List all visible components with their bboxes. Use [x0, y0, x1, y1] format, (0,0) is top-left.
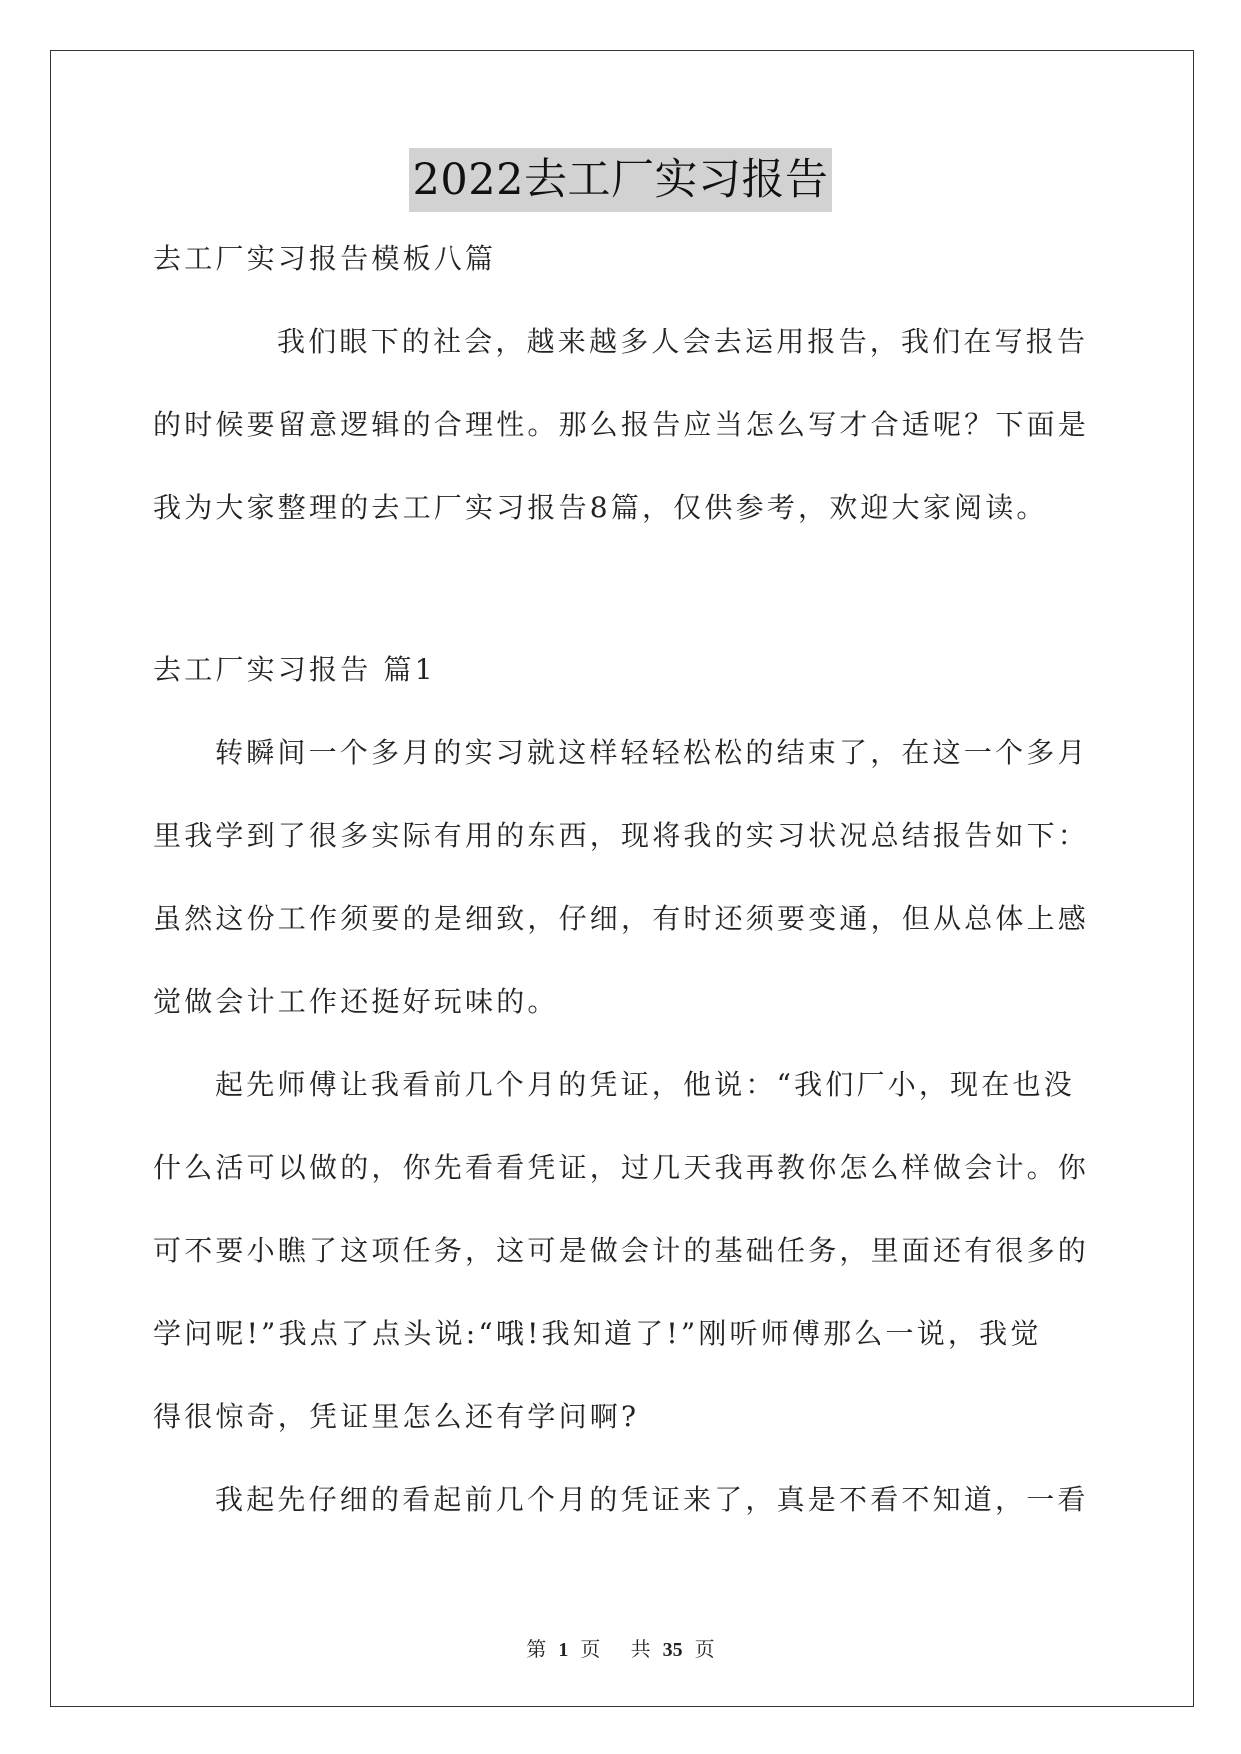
section-heading: 去工厂实习报告 篇1 — [153, 653, 436, 686]
paragraph-line: 学问呢!”我点了点头说:“哦!我知道了!”刚听师傅那么一说，我觉 — [153, 1317, 1042, 1350]
document-title: 2022去工厂实习报告 — [409, 148, 833, 212]
page-number: 1 — [558, 1639, 569, 1661]
page-prefix: 第 — [526, 1637, 547, 1661]
paragraph-line: 可不要小瞧了这项任务，这可是做会计的基础任务，里面还有很多的 — [153, 1234, 1090, 1267]
total-pages: 35 — [662, 1639, 683, 1661]
paragraph-line: 我起先仔细的看起前几个月的凭证来了，真是不看不知道，一看 — [215, 1483, 1089, 1516]
intro-line: 的时候要留意逻辑的合理性。那么报告应当怎么写才合适呢？下面是 — [153, 408, 1090, 441]
paragraph-line: 虽然这份工作须要的是细致，仔细，有时还须要变通，但从总体上感 — [153, 902, 1090, 935]
page-indicator — [520, 1637, 606, 1661]
total-indicator — [625, 1637, 721, 1661]
paragraph-line: 里我学到了很多实际有用的东西，现将我的实习状况总结报告如下： — [153, 819, 1090, 852]
page-suffix: 页 — [580, 1637, 601, 1661]
document-body — [153, 238, 1090, 1520]
paragraph-line: 得很惊奇，凭证里怎么还有学问啊? — [153, 1400, 640, 1433]
paragraph-line: 觉做会计工作还挺好玩味的。 — [153, 985, 559, 1018]
total-suffix: 页 — [694, 1637, 715, 1661]
page-footer — [0, 1633, 1241, 1662]
paragraph-line: 转瞬间一个多月的实习就这样轻轻松松的结束了，在这一个多月 — [215, 736, 1089, 769]
intro-line: 我为大家整理的去工厂实习报告8篇，仅供参考，欢迎大家阅读。 — [153, 491, 1048, 524]
document-subtitle: 去工厂实习报告模板八篇 — [153, 242, 497, 275]
paragraph-line: 什么活可以做的，你先看看凭证，过几天我再教你怎么样做会计。你 — [153, 1151, 1090, 1184]
intro-line: 我们眼下的社会，越来越多人会去运用报告，我们在写报告 — [277, 325, 1089, 358]
paragraph-line: 起先师傅让我看前几个月的凭证，他说：“我们厂小，现在也没 — [215, 1068, 1075, 1101]
total-prefix: 共 — [630, 1637, 651, 1661]
title-container — [0, 148, 1241, 212]
